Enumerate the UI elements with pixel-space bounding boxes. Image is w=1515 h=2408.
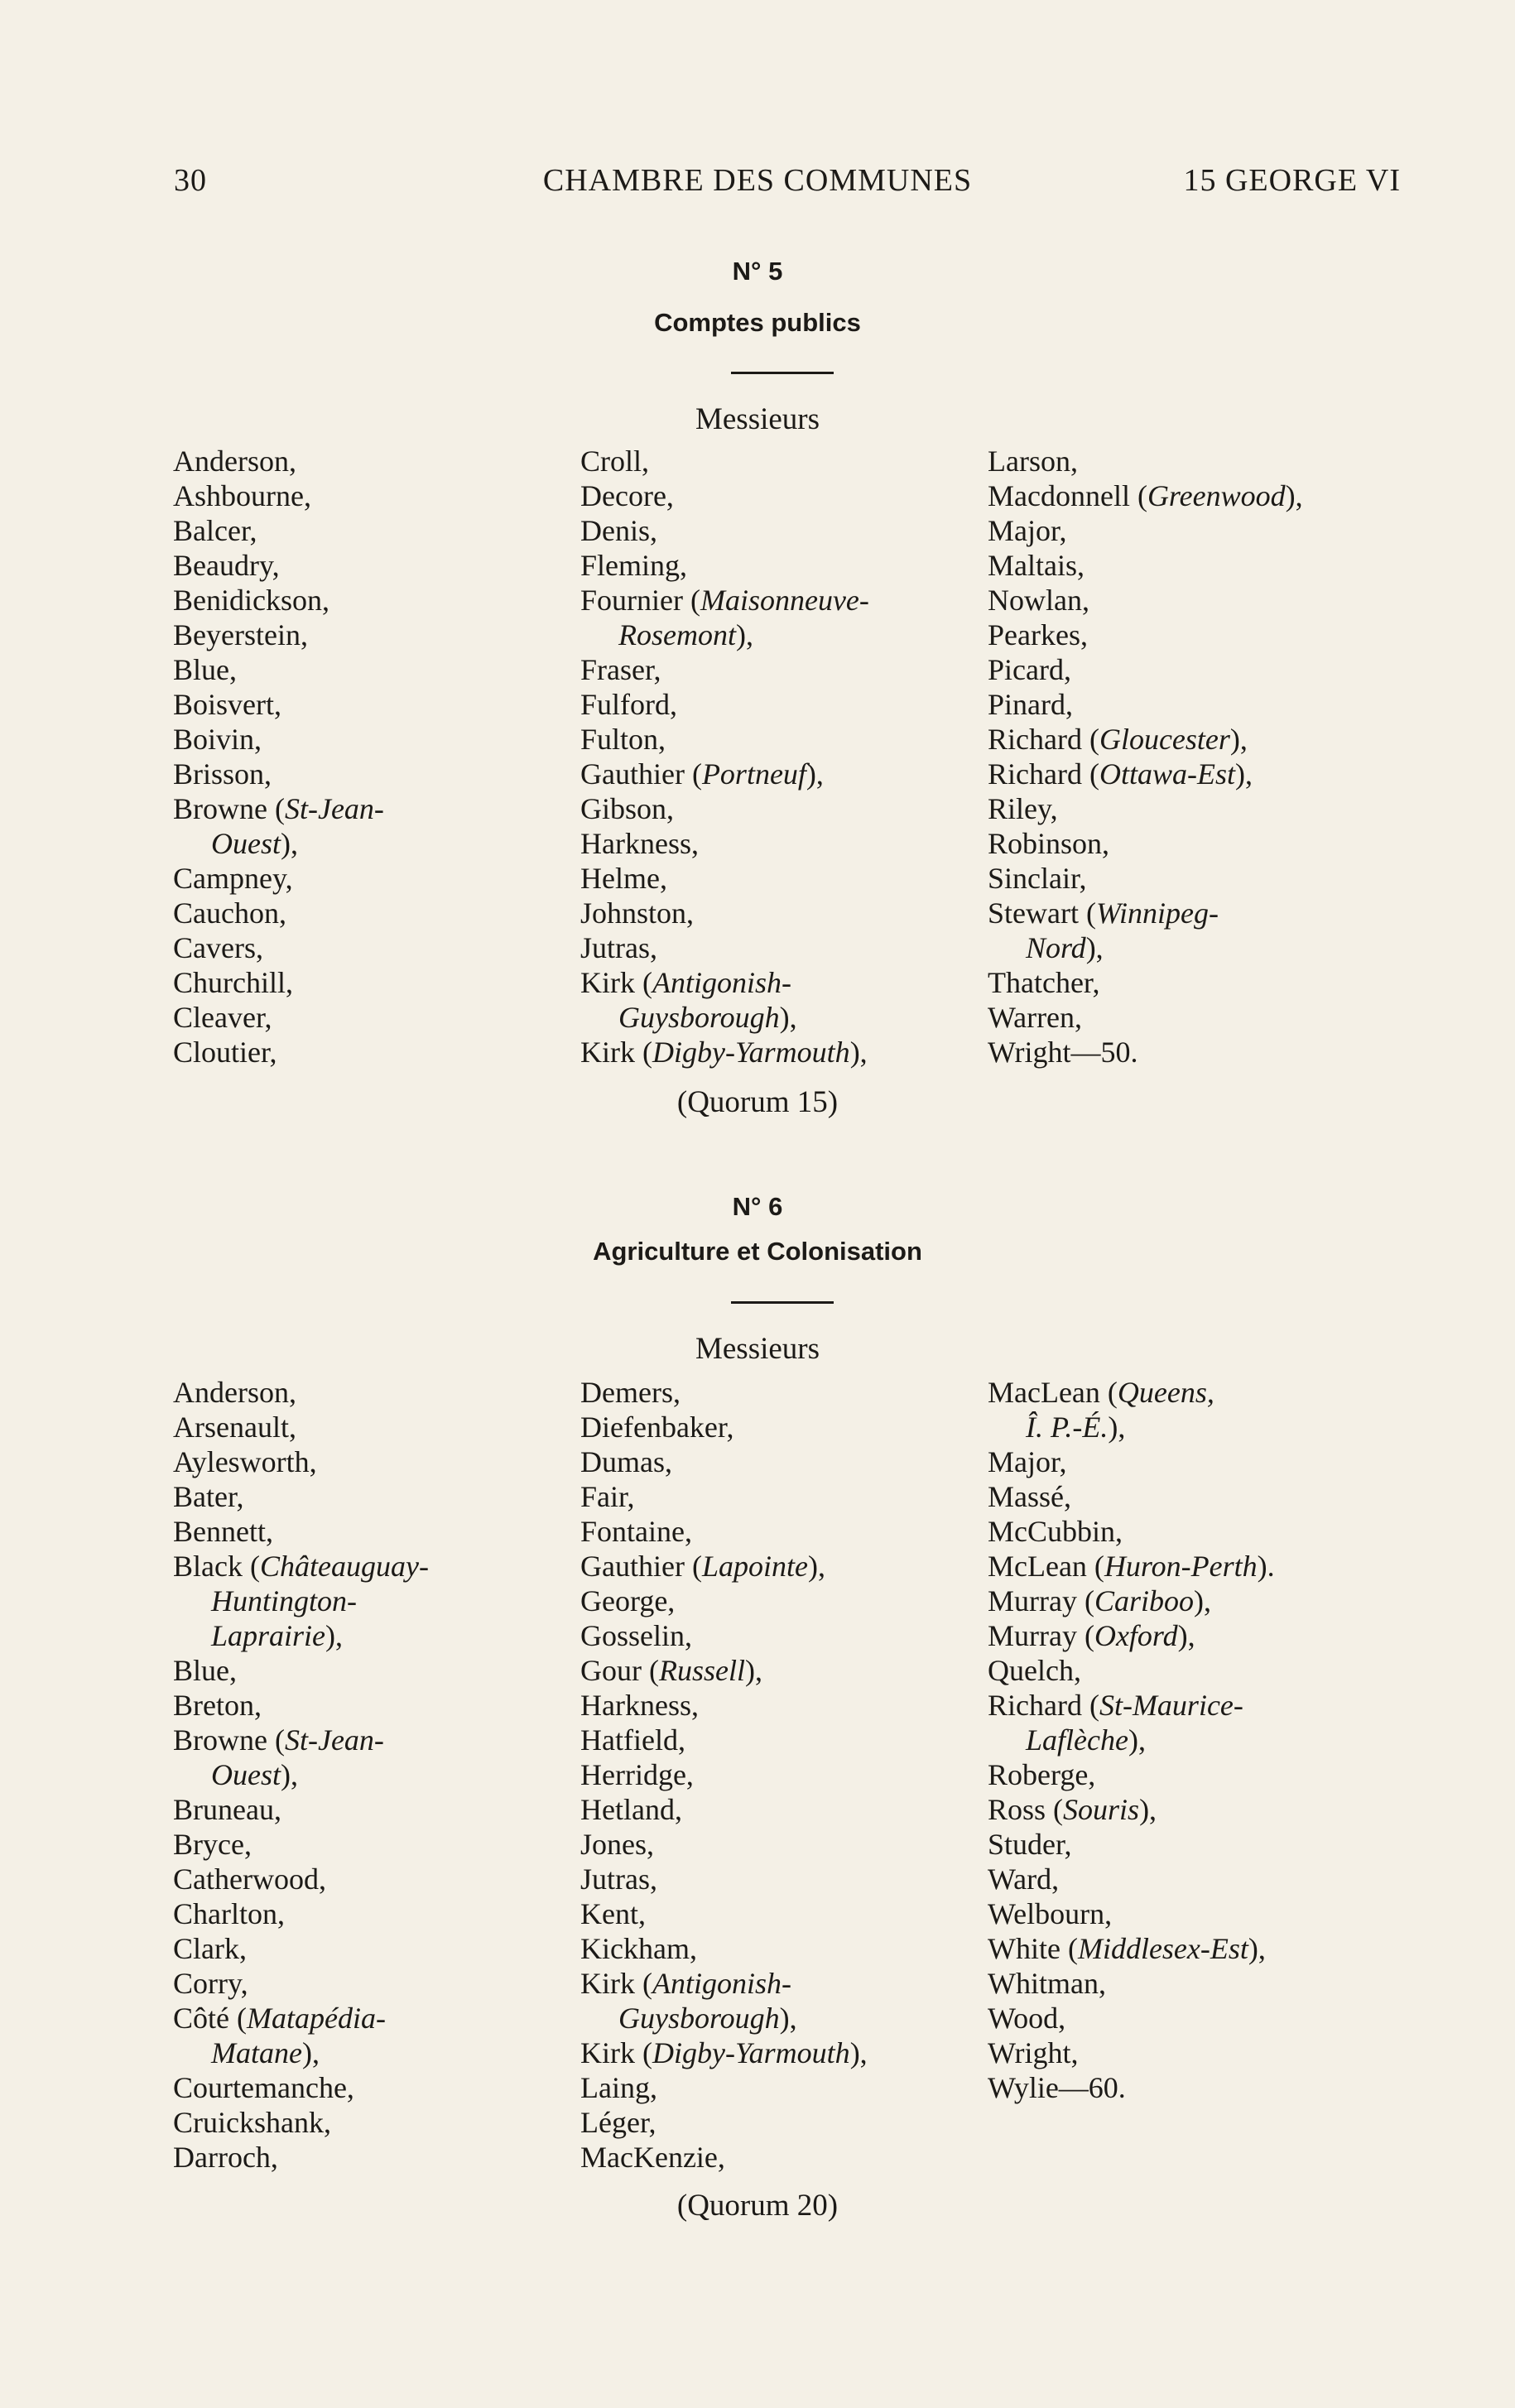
member-name: Thatcher, [988, 966, 1100, 999]
member-name: Demers, [580, 1376, 681, 1409]
committee-title: Comptes publics [654, 308, 861, 337]
member-name: Léger, [580, 2106, 656, 2139]
member-name: McLean (Huron-Perth). [988, 1550, 1275, 1583]
member-name: Churchill, [173, 966, 293, 999]
member-name: MacLean (Queens, [988, 1376, 1214, 1409]
member-name: Kirk (Digby-Yarmouth), [580, 1036, 868, 1069]
member-name: Dumas, [580, 1445, 672, 1478]
member-name: Harkness, [580, 827, 699, 860]
member-name-continued: Ouest), [211, 827, 298, 860]
member-name: Pearkes, [988, 618, 1088, 651]
member-name-continued: Ouest), [211, 1758, 298, 1791]
member-name: Croll, [580, 445, 650, 478]
member-name: Kickham, [580, 1932, 697, 1965]
committee-number: N° 6 [732, 1192, 783, 1221]
member-name: Sinclair, [988, 862, 1087, 895]
member-name: Bryce, [173, 1828, 252, 1861]
member-name: Wright—50. [988, 1036, 1138, 1069]
member-name: Blue, [173, 1654, 237, 1687]
member-name-continued: Laflèche), [1026, 1723, 1146, 1757]
member-column-3 [988, 1375, 1275, 2105]
member-name: Fair, [580, 1480, 635, 1513]
committee-number: N° 5 [732, 257, 783, 286]
member-name: Charlton, [173, 1897, 285, 1930]
member-name: Wright, [988, 2036, 1079, 2069]
member-name: Welbourn, [988, 1897, 1113, 1930]
member-name-continued: Rosemont), [618, 618, 753, 651]
member-name: Breton, [173, 1689, 262, 1722]
member-name: Cruickshank, [173, 2106, 331, 2139]
member-name: Hetland, [580, 1793, 682, 1826]
member-name: Boivin, [173, 723, 262, 756]
member-column-1 [173, 444, 384, 1069]
divider-rule [731, 1301, 834, 1304]
member-name: Pinard, [988, 688, 1073, 721]
member-name: Decore, [580, 479, 674, 512]
member-name: Wood, [988, 2002, 1066, 2035]
member-name: Kirk (Digby-Yarmouth), [580, 2036, 868, 2069]
member-name: Kirk (Antigonish- [580, 966, 791, 999]
member-name: Studer, [988, 1828, 1072, 1861]
member-name: Picard, [988, 653, 1071, 686]
member-name: Cavers, [173, 931, 263, 964]
member-name-continued: Î. P.-É.), [1026, 1411, 1126, 1444]
member-name: Black (Châteauguay- [173, 1550, 429, 1583]
member-column-1 [173, 1375, 429, 2175]
member-name: Jutras, [580, 1862, 657, 1896]
member-column-2 [580, 1375, 868, 2175]
member-name: Murray (Cariboo), [988, 1584, 1211, 1617]
member-name: Fraser, [580, 653, 661, 686]
member-name: Boisvert, [173, 688, 281, 721]
member-name: Laing, [580, 2071, 657, 2104]
reign-year: 15 GEORGE VI [1183, 163, 1401, 198]
member-name: Fleming, [580, 549, 688, 582]
member-name: Harkness, [580, 1689, 699, 1722]
member-name: Quelch, [988, 1654, 1081, 1687]
members-heading: Messieurs [695, 1332, 820, 1366]
member-name: Denis, [580, 514, 657, 547]
member-name: Courtemanche, [173, 2071, 354, 2104]
member-name: Johnston, [580, 896, 695, 930]
member-name: Gibson, [580, 792, 675, 825]
member-name: Gosselin, [580, 1619, 692, 1652]
member-name: Ward, [988, 1862, 1060, 1896]
member-name: Macdonnell (Greenwood), [988, 479, 1303, 512]
member-name: Maltais, [988, 549, 1085, 582]
committee-title: Agriculture et Colonisation [593, 1237, 922, 1266]
page-number: 30 [174, 163, 207, 198]
member-name: Anderson, [173, 445, 296, 478]
member-name: Richard (Gloucester), [988, 723, 1248, 756]
member-name: Fournier (Maisonneuve- [580, 584, 869, 617]
member-name-continued: Nord), [1026, 931, 1104, 964]
member-name: Brisson, [173, 757, 272, 791]
member-name-continued: Matane), [211, 2036, 320, 2069]
member-name: Murray (Oxford), [988, 1619, 1195, 1652]
member-name: Balcer, [173, 514, 257, 547]
member-name: Browne (St-Jean- [173, 792, 384, 825]
member-name: Bater, [173, 1480, 244, 1513]
member-name: Bruneau, [173, 1793, 281, 1826]
member-name: Kent, [580, 1897, 646, 1930]
running-title: CHAMBRE DES COMMUNES [542, 163, 973, 198]
member-name: Cloutier, [173, 1036, 277, 1069]
member-name-continued: Guysborough), [618, 1001, 797, 1034]
member-name: Clark, [173, 1932, 247, 1965]
member-name: Warren, [988, 1001, 1083, 1034]
member-name: Gour (Russell), [580, 1654, 762, 1687]
member-name: Ashbourne, [173, 479, 311, 512]
member-name: Larson, [988, 445, 1078, 478]
member-name: MacKenzie, [580, 2141, 725, 2174]
member-name: Kirk (Antigonish- [580, 1967, 791, 2000]
member-name: Gauthier (Portneuf), [580, 757, 824, 791]
member-name-continued: Laprairie), [211, 1619, 344, 1652]
member-name-continued: Guysborough), [618, 2002, 797, 2035]
member-name: Herridge, [580, 1758, 694, 1791]
member-name: Bennett, [173, 1515, 273, 1548]
member-name: Ross (Souris), [988, 1793, 1157, 1826]
member-name: Stewart (Winnipeg- [988, 896, 1219, 930]
member-name: Darroch, [173, 2141, 278, 2174]
member-name: Arsenault, [173, 1411, 296, 1444]
member-name: Richard (St-Maurice- [988, 1689, 1243, 1722]
divider-rule [731, 372, 834, 374]
member-name: McCubbin, [988, 1515, 1123, 1548]
member-name: Gauthier (Lapointe), [580, 1550, 825, 1583]
member-name: Beaudry, [173, 549, 280, 582]
member-name: Campney, [173, 862, 293, 895]
member-name: Helme, [580, 862, 667, 895]
member-name: Cauchon, [173, 896, 286, 930]
member-name: Jutras, [580, 931, 657, 964]
quorum: (Quorum 15) [676, 1085, 839, 1119]
member-name: Benidickson, [173, 584, 329, 617]
member-name: White (Middlesex-Est), [988, 1932, 1266, 1965]
member-name: Beyerstein, [173, 618, 308, 651]
member-name: George, [580, 1584, 676, 1617]
member-name: Fulford, [580, 688, 677, 721]
member-column-2 [580, 444, 869, 1069]
member-name: Roberge, [988, 1758, 1096, 1791]
quorum: (Quorum 20) [676, 2189, 839, 2223]
member-name: Whitman, [988, 1967, 1106, 2000]
member-name: Wylie—60. [988, 2071, 1126, 2104]
member-name: Richard (Ottawa-Est), [988, 757, 1253, 791]
member-name: Blue, [173, 653, 237, 686]
member-column-3 [988, 444, 1303, 1069]
member-name: Major, [988, 1445, 1067, 1478]
member-name: Jones, [580, 1828, 654, 1861]
member-name: Nowlan, [988, 584, 1089, 617]
member-name: Browne (St-Jean- [173, 1723, 384, 1757]
member-name: Major, [988, 514, 1067, 547]
member-name: Diefenbaker, [580, 1411, 734, 1444]
member-name: Robinson, [988, 827, 1110, 860]
member-name-continued: Huntington- [211, 1584, 357, 1617]
members-heading: Messieurs [695, 402, 820, 436]
member-name: Catherwood, [173, 1862, 326, 1896]
member-name: Corry, [173, 1967, 248, 2000]
member-name: Cleaver, [173, 1001, 272, 1034]
member-name: Aylesworth, [173, 1445, 317, 1478]
member-name: Hatfield, [580, 1723, 685, 1757]
member-name: Massé, [988, 1480, 1071, 1513]
member-name: Côté (Matapédia- [173, 2002, 386, 2035]
member-name: Riley, [988, 792, 1058, 825]
member-name: Fulton, [580, 723, 666, 756]
member-name: Anderson, [173, 1376, 296, 1409]
member-name: Fontaine, [580, 1515, 692, 1548]
